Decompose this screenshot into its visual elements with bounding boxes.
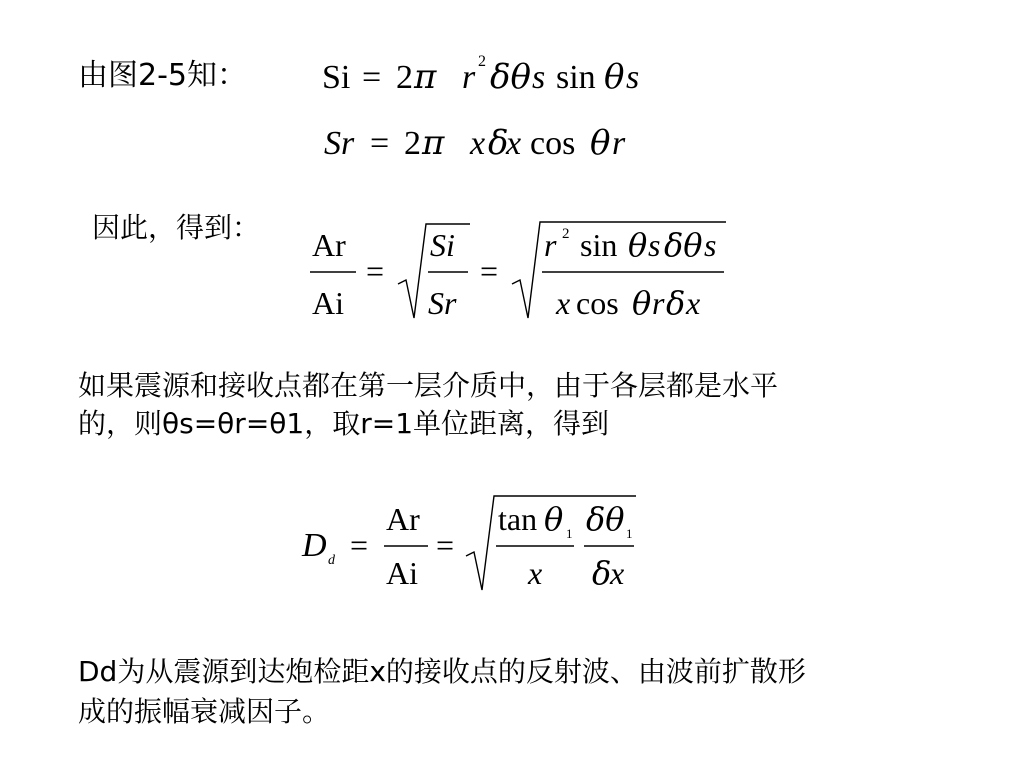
equation-sr	[324, 123, 626, 163]
svg-text:Ai: Ai	[312, 285, 344, 321]
svg-text:x: x	[528, 555, 543, 591]
svg-text:Si: Si	[430, 227, 455, 263]
svg-text:sin: sin	[580, 227, 618, 263]
svg-text:r: r	[652, 285, 665, 321]
svg-text:θ: θ	[632, 284, 652, 322]
svg-text:θ: θ	[628, 226, 648, 264]
svg-text:cos: cos	[530, 125, 576, 162]
svg-text:r: r	[612, 125, 626, 162]
equation-ratio	[310, 222, 726, 322]
svg-text:s: s	[648, 227, 661, 263]
svg-text:=: =	[366, 253, 385, 289]
svg-text:2: 2	[478, 53, 486, 70]
svg-text:tan: tan	[498, 501, 538, 537]
svg-text:Ar: Ar	[312, 227, 346, 263]
svg-text:=: =	[480, 253, 499, 289]
svg-text:x: x	[556, 285, 571, 321]
svg-text:=: =	[436, 527, 455, 563]
svg-text:δθ: δθ	[664, 226, 703, 264]
svg-text:x: x	[610, 555, 625, 591]
svg-text:2: 2	[562, 226, 570, 242]
svg-text:r: r	[462, 59, 476, 96]
svg-text:2: 2	[404, 125, 421, 162]
svg-text:s: s	[532, 59, 546, 96]
svg-text:2: 2	[396, 59, 413, 96]
svg-text:δθ: δθ	[490, 57, 531, 97]
svg-text:θ: θ	[544, 500, 564, 538]
svg-text:x: x	[686, 285, 701, 321]
intro-label: 由图2-5知：	[78, 58, 247, 93]
svg-text:Sr: Sr	[428, 285, 457, 321]
conclusion-line-2: 成的振幅衰减因子。	[78, 695, 331, 728]
svg-text:δ: δ	[488, 123, 509, 163]
svg-text:δ: δ	[666, 284, 686, 322]
svg-text:sin: sin	[556, 59, 596, 96]
paragraph-line-1: 如果震源和接收点都在第一层介质中，由于各层都是水平	[78, 369, 779, 402]
svg-text:θ: θ	[590, 123, 611, 163]
svg-text:1: 1	[626, 526, 633, 541]
svg-text:s: s	[704, 227, 717, 263]
svg-text:x: x	[470, 125, 486, 162]
equation-dd	[301, 496, 636, 592]
svg-text:Si: Si	[322, 59, 351, 96]
svg-text:=: =	[362, 59, 382, 96]
svg-text:Ar: Ar	[386, 501, 420, 537]
svg-text:Ai: Ai	[386, 555, 418, 591]
svg-text:θ: θ	[604, 57, 625, 97]
svg-text:r: r	[544, 227, 557, 263]
svg-text:D: D	[302, 527, 327, 564]
svg-text:π: π	[414, 57, 437, 97]
therefore-label: 因此，得到：	[92, 211, 261, 244]
svg-text:Sr: Sr	[324, 125, 355, 162]
equation-si	[322, 53, 639, 97]
svg-text:π: π	[422, 123, 445, 163]
svg-text:δ: δ	[592, 554, 612, 592]
svg-text:1: 1	[566, 526, 573, 541]
conclusion-line-1: Dd为从震源到达炮检距x的接收点的反射波、由波前扩散形	[78, 655, 806, 688]
svg-text:=: =	[370, 125, 390, 162]
paragraph-line-2: 的，则θs=θr=θ1，取r=1单位距离，得到	[78, 407, 610, 440]
svg-text:d: d	[328, 553, 335, 568]
svg-text:cos: cos	[576, 285, 619, 321]
svg-text:s: s	[626, 59, 640, 96]
svg-text:δθ: δθ	[586, 500, 625, 538]
svg-text:x: x	[506, 125, 522, 162]
svg-text:=: =	[350, 527, 369, 563]
